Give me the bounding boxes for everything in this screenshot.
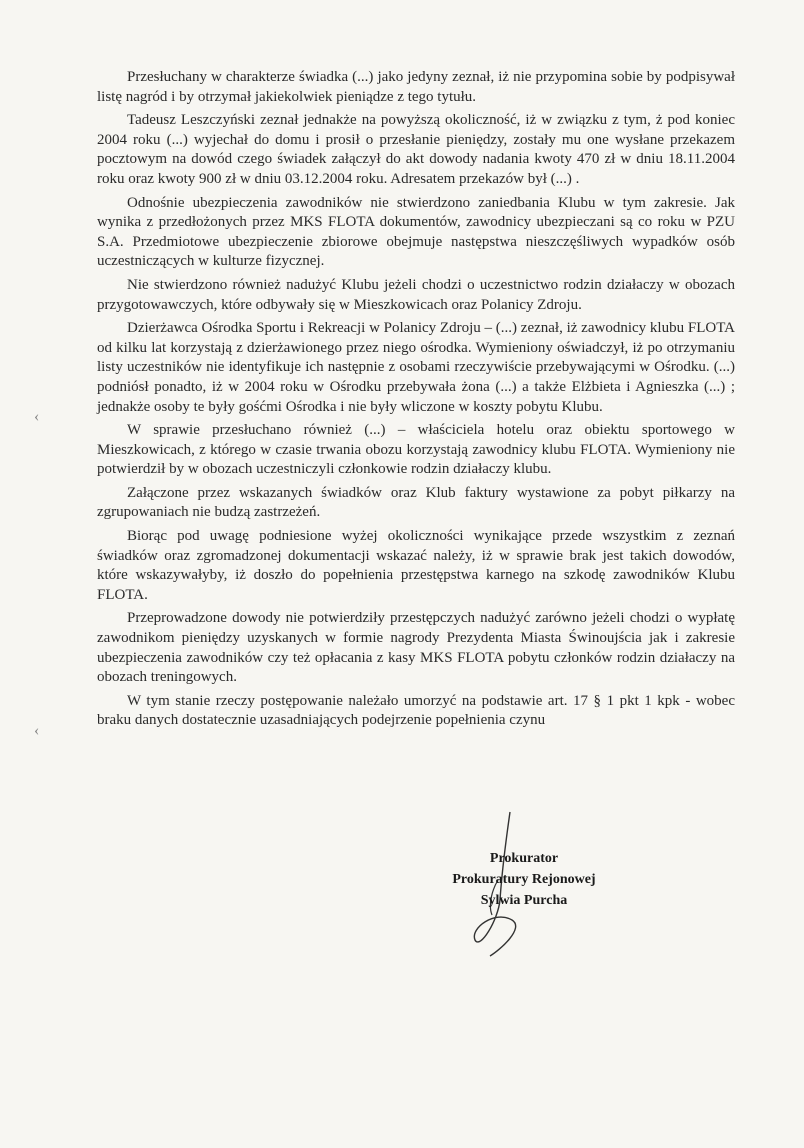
signature-name: Sylwia Purcha bbox=[480, 893, 568, 908]
paragraph-8: Biorąc pod uwagę podniesione wyżej okoliczności wynikające przede wszystkim z zeznań świadków oraz zgromadzonej dokumentacji wskazać należy, iż w sprawie brak jest takich dowodów, które wskazywałyby, iż doszło do popełnienia przestępstwa karnego na szkodę zawodników Klubu FLOTA. bbox=[97, 528, 735, 603]
signature-block bbox=[424, 848, 624, 911]
margin-mark: ‹ bbox=[34, 408, 40, 425]
paragraph-3: Odnośnie ubezpieczenia zawodników nie stwierdzono zaniedbania Klubu w tym zakresie. Jak wynika z przedłożonych przez MKS FLOTA dokumentów, zawodnicy ubezpieczani są co roku w PZU S.A. Przedmiotowe ubezpieczenie zbiorowe obejmuje następstwa nieszczęśliwych wypadków osób uczestniczących w kulturze fizycznej. bbox=[97, 194, 735, 270]
document-body bbox=[97, 68, 735, 735]
paragraph-4: Nie stwierdzono również nadużyć Klubu jeżeli chodzi o uczestnictwo rodzin działaczy w obozach przygotowawczych, które odbywały się w Mieszkowicach oraz Polanicy Zdroju. bbox=[97, 276, 735, 313]
paragraph-6: W sprawie przesłuchano również (...) – właściciela hotelu oraz obiektu sportowego w Mieszkowicach, z którego w czasie trwania obozu korzystają zawodnicy klubu FLOTA. Wymieniony nie potwierdził by w obozach uczestniczyli członkowie rodzin działaczy klubu. bbox=[97, 422, 735, 478]
signature-office: Prokuratury Rejonowej bbox=[452, 872, 596, 887]
paragraph-10: W tym stanie rzeczy postępowanie należało umorzyć na podstawie art. 17 § 1 pkt 1 kpk - wobec braku danych dostatecznie uzasadniających podejrzenie popełnienia czynu bbox=[97, 692, 735, 729]
paragraph-7: Załączone przez wskazanych świadków oraz Klub faktury wystawione za pobyt piłkarzy na zgrupowaniach nie budzą zastrzeżeń. bbox=[97, 484, 735, 521]
paragraph-9: Przeprowadzone dowody nie potwierdziły przestępczych nadużyć zarówno jeżeli chodzi o wypłatę zawodnikom pieniędzy uzyskanych w formie nagrody Prezydenta Miasta Świnoujścia jak i zakresie ubezpieczenia zawodników czy też opłacania z kasy MKS FLOTA pobytu członków rodzin działaczy na obozach treningowych. bbox=[97, 610, 735, 686]
signature-title: Prokurator bbox=[489, 851, 559, 866]
margin-mark: ‹ bbox=[34, 722, 40, 739]
paragraph-1: Przesłuchany w charakterze świadka (...) jako jedyny zeznał, iż nie przypomina sobie by podpisywał listę nagród i by otrzymał jakiekolwiek pieniądze z tego tytułu. bbox=[97, 69, 735, 105]
paragraph-5: Dzierżawca Ośrodka Sportu i Rekreacji w Polanicy Zdroju – (...) zeznał, iż zawodnicy klubu FLOTA od kilku lat korzystają z dzierżawionego przez niego ośrodka. Wymieniony oświadczył, iż po otrzymaniu listy uczestników nie identyfikuje ich następnie z osobami rzeczywiście przebywającymi w Ośrodku. (...) podniósł ponadto, iż w 2004 roku w Ośrodku przebywała żona (...) a także Elżbieta i Agnieszka (...) ; jednakże osoby te były gośćmi Ośrodka i nie były wliczone w koszty pobytu Klubu. bbox=[97, 320, 735, 415]
paragraph-2: Tadeusz Leszczyński zeznał jednakże na powyższą okoliczność, iż w związku z tym, ż pod koniec 2004 roku (...) wyjechał do domu i prosił o przesłanie pieniędzy, zostały mu one wysłane przekazem pocztowym na dowód czego świadek załączył do akt dowody nadania kwoty 470 zł w dniu 18.11.2004 roku oraz kwoty 900 zł w dniu 03.12.2004 roku. Adresatem przekazów był (...) . bbox=[97, 112, 735, 187]
